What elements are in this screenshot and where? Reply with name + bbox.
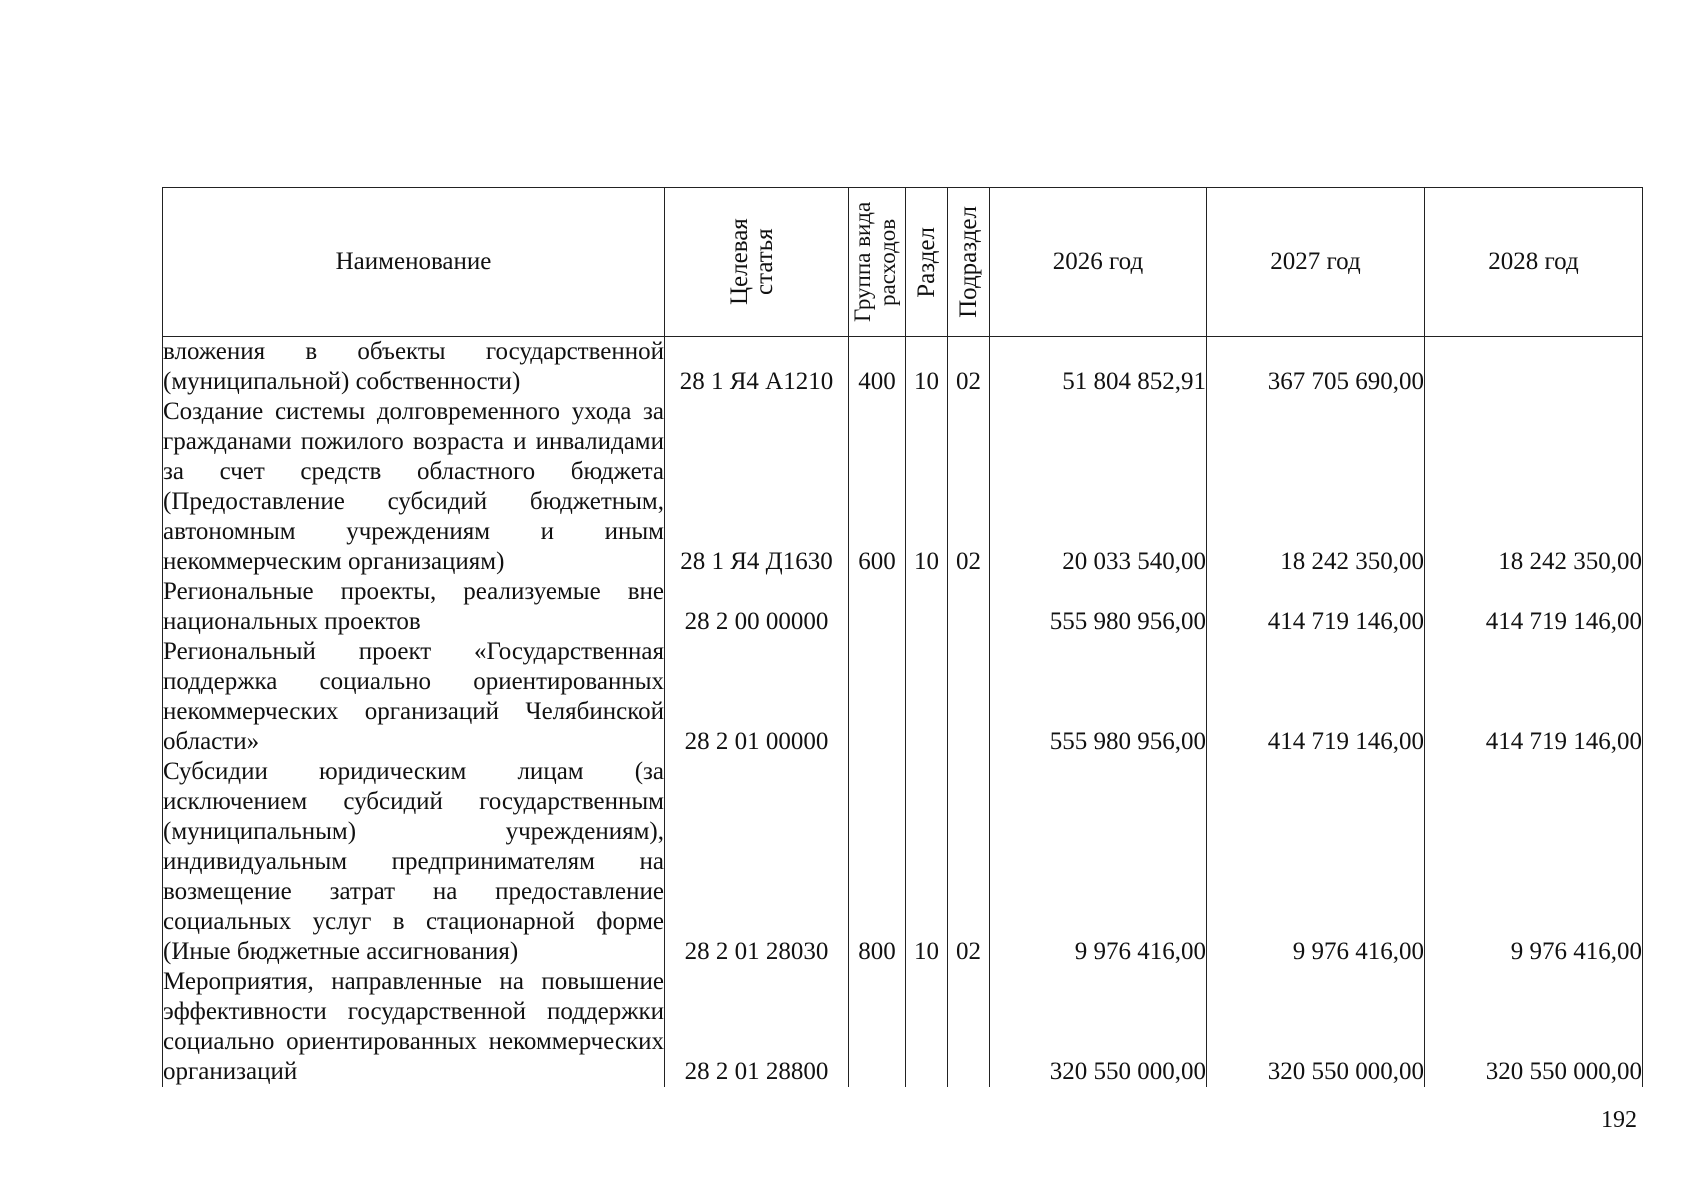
table-row bbox=[163, 397, 1643, 577]
row-2027: 414 719 146,00 bbox=[1207, 637, 1425, 757]
row-2026: 20 033 540,00 bbox=[990, 397, 1207, 577]
row-subsection: 02 bbox=[948, 337, 990, 398]
table-row bbox=[163, 577, 1643, 637]
header-subsection: Подраздел bbox=[948, 188, 990, 337]
header-target: Целевая статья bbox=[665, 188, 849, 337]
header-2027: 2027 год bbox=[1207, 188, 1425, 337]
row-target: 28 2 01 28030 bbox=[665, 757, 849, 967]
row-target: 28 1 Я4 Д1630 bbox=[665, 397, 849, 577]
row-section: 10 bbox=[906, 757, 948, 967]
header-section: Раздел bbox=[906, 188, 948, 337]
table-header bbox=[163, 188, 1643, 337]
row-2028: 320 550 000,00 bbox=[1425, 967, 1643, 1087]
row-2028: 414 719 146,00 bbox=[1425, 577, 1643, 637]
row-name: вложения в объекты государственной (муниципальной) собственности) bbox=[163, 338, 664, 395]
row-group bbox=[849, 967, 906, 1087]
row-subsection: 02 bbox=[948, 757, 990, 967]
row-target: 28 2 00 00000 bbox=[665, 577, 849, 637]
row-2027: 9 976 416,00 bbox=[1207, 757, 1425, 967]
table-body bbox=[163, 337, 1643, 1088]
row-subsection bbox=[948, 637, 990, 757]
row-2027: 320 550 000,00 bbox=[1207, 967, 1425, 1087]
row-subsection bbox=[948, 967, 990, 1087]
row-name: Мероприятия, направленные на повышение эффективности государственной поддержки социально ориентированных некоммерческих организаций bbox=[163, 968, 664, 1085]
row-target: 28 1 Я4 А1210 bbox=[665, 337, 849, 398]
row-2027: 414 719 146,00 bbox=[1207, 577, 1425, 637]
page-number: 192 bbox=[1601, 1107, 1637, 1133]
table-row bbox=[163, 757, 1643, 967]
row-2027: 18 242 350,00 bbox=[1207, 397, 1425, 577]
row-group: 600 bbox=[849, 397, 906, 577]
row-2026: 555 980 956,00 bbox=[990, 637, 1207, 757]
row-2028: 414 719 146,00 bbox=[1425, 637, 1643, 757]
header-group: Группа вида расходов bbox=[849, 188, 906, 337]
table-row bbox=[163, 967, 1643, 1087]
row-name: Региональный проект «Государственная поддержка социально ориентированных некоммерческих организаций Челябинской области» bbox=[163, 638, 664, 755]
header-2026: 2026 год bbox=[990, 188, 1207, 337]
row-section bbox=[906, 637, 948, 757]
header-2028: 2028 год bbox=[1425, 188, 1643, 337]
row-2026: 320 550 000,00 bbox=[990, 967, 1207, 1087]
row-2027: 367 705 690,00 bbox=[1207, 337, 1425, 398]
row-section: 10 bbox=[906, 337, 948, 398]
row-2026: 9 976 416,00 bbox=[990, 757, 1207, 967]
row-group: 800 bbox=[849, 757, 906, 967]
row-section: 10 bbox=[906, 397, 948, 577]
row-subsection: 02 bbox=[948, 397, 990, 577]
row-group bbox=[849, 577, 906, 637]
header-name: Наименование bbox=[163, 188, 665, 337]
row-2028 bbox=[1425, 337, 1643, 398]
row-name: Создание системы долговременного ухода за гражданами пожилого возраста и инвалидами за счет средств областного бюджета (Предоставление субсидий бюджетным, автономным учреждениям и иным некоммерческим организациям) bbox=[163, 398, 664, 575]
row-name: Региональные проекты, реализуемые вне национальных проектов bbox=[163, 578, 664, 635]
row-2026: 51 804 852,91 bbox=[990, 337, 1207, 398]
row-target: 28 2 01 28800 bbox=[665, 967, 849, 1087]
budget-table bbox=[162, 187, 1643, 1087]
table-row bbox=[163, 637, 1643, 757]
row-section bbox=[906, 577, 948, 637]
row-2026: 555 980 956,00 bbox=[990, 577, 1207, 637]
row-section bbox=[906, 967, 948, 1087]
row-2028: 9 976 416,00 bbox=[1425, 757, 1643, 967]
row-group bbox=[849, 637, 906, 757]
table-row bbox=[163, 337, 1643, 398]
row-group: 400 bbox=[849, 337, 906, 398]
row-2028: 18 242 350,00 bbox=[1425, 397, 1643, 577]
row-target: 28 2 01 00000 bbox=[665, 637, 849, 757]
row-name: Субсидии юридическим лицам (за исключением субсидий государственным (муниципальным) учреждениям), индивидуальным предпринимателям на возмещение затрат на предоставление социальных услуг в стационарной форме (Иные бюджетные ассигнования) bbox=[163, 758, 664, 965]
row-subsection bbox=[948, 577, 990, 637]
